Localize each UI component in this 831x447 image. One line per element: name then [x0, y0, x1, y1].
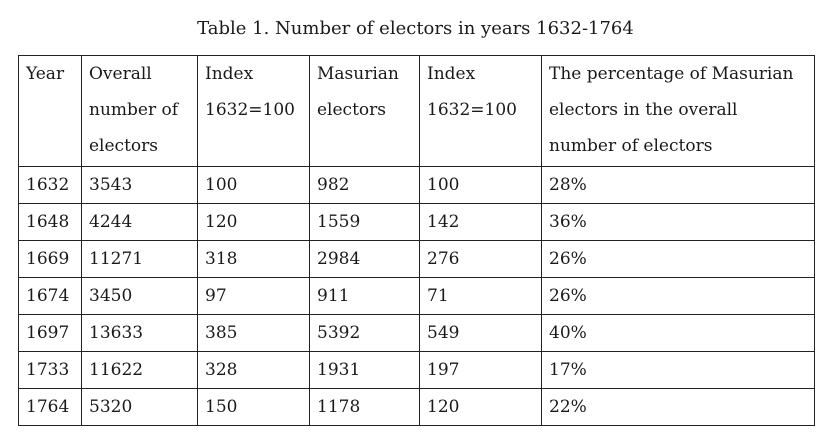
cell-index-overall: 120 [198, 204, 310, 241]
table-caption: Table 1. Number of electors in years 1632-1764 [197, 18, 634, 39]
cell-index-masurian: 100 [420, 167, 542, 204]
cell-index-masurian: 276 [420, 241, 542, 278]
cell-year: 1733 [19, 352, 82, 389]
table-header [19, 56, 815, 167]
cell-year: 1674 [19, 278, 82, 315]
cell-percentage: 28% [542, 167, 815, 204]
table-row [19, 204, 815, 241]
cell-index-masurian: 120 [420, 389, 542, 426]
cell-overall: 3543 [82, 167, 198, 204]
cell-percentage: 26% [542, 241, 815, 278]
cell-year: 1669 [19, 241, 82, 278]
cell-year: 1764 [19, 389, 82, 426]
table-row [19, 389, 815, 426]
header-year: Year [19, 56, 82, 167]
cell-overall: 13633 [82, 315, 198, 352]
header-overall-electors: Overall number of electors [82, 56, 198, 167]
cell-index-overall: 328 [198, 352, 310, 389]
cell-index-overall: 100 [198, 167, 310, 204]
cell-year: 1632 [19, 167, 82, 204]
header-masurian-electors: Masurian electors [310, 56, 420, 167]
cell-index-masurian: 71 [420, 278, 542, 315]
cell-overall: 11271 [82, 241, 198, 278]
cell-overall: 3450 [82, 278, 198, 315]
cell-percentage: 36% [542, 204, 815, 241]
cell-year: 1697 [19, 315, 82, 352]
cell-percentage: 17% [542, 352, 815, 389]
cell-masurian: 982 [310, 167, 420, 204]
cell-index-masurian: 142 [420, 204, 542, 241]
electors-table [18, 55, 815, 426]
cell-masurian: 911 [310, 278, 420, 315]
table-row [19, 241, 815, 278]
table-row [19, 315, 815, 352]
table-row [19, 352, 815, 389]
cell-percentage: 40% [542, 315, 815, 352]
cell-index-overall: 150 [198, 389, 310, 426]
table-row [19, 278, 815, 315]
cell-percentage: 22% [542, 389, 815, 426]
header-masurian-percentage: The percentage of Masurian electors in the overall number of electors [542, 56, 815, 167]
cell-overall: 4244 [82, 204, 198, 241]
cell-overall: 11622 [82, 352, 198, 389]
header-index-masurian: Index 1632=100 [420, 56, 542, 167]
header-row [19, 56, 815, 167]
cell-index-masurian: 197 [420, 352, 542, 389]
cell-index-overall: 385 [198, 315, 310, 352]
cell-percentage: 26% [542, 278, 815, 315]
table-body [19, 167, 815, 426]
cell-index-overall: 97 [198, 278, 310, 315]
cell-masurian: 5392 [310, 315, 420, 352]
cell-year: 1648 [19, 204, 82, 241]
table-row [19, 167, 815, 204]
cell-masurian: 1559 [310, 204, 420, 241]
cell-index-overall: 318 [198, 241, 310, 278]
cell-masurian: 2984 [310, 241, 420, 278]
cell-index-masurian: 549 [420, 315, 542, 352]
cell-masurian: 1178 [310, 389, 420, 426]
cell-masurian: 1931 [310, 352, 420, 389]
header-index-overall: Index 1632=100 [198, 56, 310, 167]
cell-overall: 5320 [82, 389, 198, 426]
